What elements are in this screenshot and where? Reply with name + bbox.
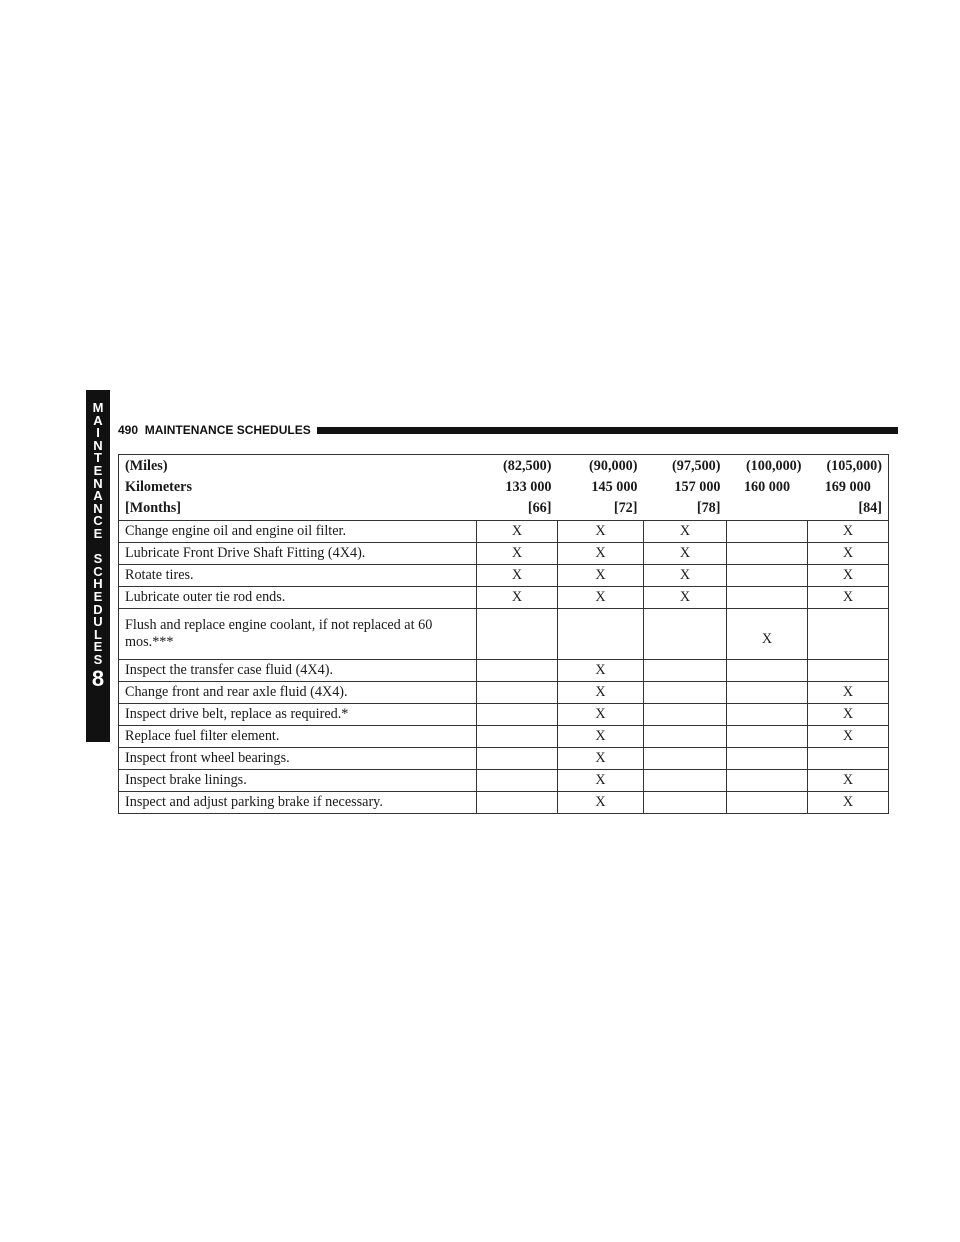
interval-header-cell bbox=[477, 455, 558, 521]
task-cell: Replace fuel filter element. bbox=[119, 726, 477, 748]
schedule-mark-cell bbox=[644, 770, 727, 792]
schedule-mark-cell bbox=[727, 587, 808, 609]
interval-header-cell bbox=[727, 455, 808, 521]
interval-km: 145 000 bbox=[591, 479, 638, 495]
task-cell: Flush and replace engine coolant, if not replaced at 60 mos.*** bbox=[119, 609, 477, 660]
schedule-mark-cell: X bbox=[558, 770, 644, 792]
interval-months: [84] bbox=[858, 500, 882, 516]
schedule-mark-cell: X bbox=[808, 521, 889, 543]
schedule-mark-cell bbox=[477, 704, 558, 726]
schedule-mark-cell: X bbox=[644, 565, 727, 587]
interval-miles: (90,000) bbox=[589, 458, 638, 474]
schedule-mark-cell bbox=[477, 748, 558, 770]
schedule-mark-cell bbox=[727, 770, 808, 792]
schedule-mark-cell bbox=[644, 726, 727, 748]
schedule-mark-cell bbox=[477, 609, 558, 660]
interval-header-cell bbox=[558, 455, 644, 521]
interval-km: 169 000 bbox=[824, 479, 871, 495]
schedule-mark-cell: X bbox=[808, 792, 889, 814]
schedule-mark-cell bbox=[644, 682, 727, 704]
schedule-mark-cell: X bbox=[558, 726, 644, 748]
schedule-mark-cell: X bbox=[477, 587, 558, 609]
schedule-mark-cell bbox=[477, 660, 558, 682]
schedule-mark-cell: X bbox=[808, 726, 889, 748]
interval-header-cell bbox=[808, 455, 889, 521]
interval-months: [66] bbox=[527, 500, 552, 516]
task-cell: Inspect the transfer case fluid (4X4). bbox=[119, 660, 477, 682]
page-number: 490 bbox=[118, 423, 139, 437]
schedule-mark-cell bbox=[727, 565, 808, 587]
task-cell: Inspect drive belt, replace as required.* bbox=[119, 704, 477, 726]
schedule-mark-cell bbox=[727, 704, 808, 726]
schedule-mark-cell bbox=[727, 660, 808, 682]
chapter-number: 8 bbox=[91, 666, 105, 692]
maintenance-schedule-table bbox=[118, 454, 889, 814]
table-row bbox=[119, 587, 889, 609]
table-row bbox=[119, 770, 889, 792]
page-header-label bbox=[118, 423, 317, 437]
schedule-mark-cell bbox=[644, 660, 727, 682]
interval-km: 157 000 bbox=[674, 479, 721, 495]
header-rule bbox=[317, 427, 898, 434]
header-labels-cell bbox=[119, 455, 477, 521]
table-row bbox=[119, 682, 889, 704]
schedule-mark-cell: X bbox=[558, 587, 644, 609]
schedule-mark-cell bbox=[727, 748, 808, 770]
interval-miles: (82,500) bbox=[503, 458, 552, 474]
schedule-mark-cell: X bbox=[558, 521, 644, 543]
schedule-mark-cell: X bbox=[477, 543, 558, 565]
table-row bbox=[119, 565, 889, 587]
schedule-mark-cell: X bbox=[558, 748, 644, 770]
chapter-side-tab bbox=[86, 390, 110, 742]
task-cell: Inspect and adjust parking brake if necessary. bbox=[119, 792, 477, 814]
schedule-mark-cell bbox=[808, 660, 889, 682]
table-row bbox=[119, 521, 889, 543]
schedule-mark-cell: X bbox=[558, 704, 644, 726]
header-label-miles: (Miles) bbox=[125, 458, 168, 474]
schedule-mark-cell: X bbox=[477, 565, 558, 587]
table-row bbox=[119, 609, 889, 660]
task-cell: Inspect front wheel bearings. bbox=[119, 748, 477, 770]
interval-miles: (97,500) bbox=[672, 458, 721, 474]
task-cell: Lubricate Front Drive Shaft Fitting (4X4). bbox=[119, 543, 477, 565]
table-row bbox=[119, 660, 889, 682]
task-cell: Change engine oil and engine oil filter. bbox=[119, 521, 477, 543]
schedule-mark-cell bbox=[808, 748, 889, 770]
schedule-mark-cell bbox=[477, 682, 558, 704]
schedule-mark-cell bbox=[644, 748, 727, 770]
table-row bbox=[119, 543, 889, 565]
schedule-mark-cell: X bbox=[558, 682, 644, 704]
schedule-mark-cell bbox=[727, 682, 808, 704]
schedule-mark-cell: X bbox=[477, 521, 558, 543]
interval-km: 160 000 bbox=[743, 479, 791, 495]
chapter-tab-letters: M A I N T E N A N C E S C H E D U L E S bbox=[92, 400, 104, 667]
schedule-mark-cell: X bbox=[644, 543, 727, 565]
schedule-mark-cell bbox=[477, 770, 558, 792]
table-header-row bbox=[119, 455, 889, 521]
schedule-mark-cell: X bbox=[808, 587, 889, 609]
schedule-mark-cell bbox=[644, 792, 727, 814]
interval-months: [72] bbox=[613, 500, 638, 516]
header-label-kilometers: Kilometers bbox=[125, 479, 192, 495]
schedule-mark-cell: X bbox=[727, 609, 808, 660]
interval-miles: (100,000) bbox=[745, 458, 802, 474]
schedule-mark-cell: X bbox=[558, 660, 644, 682]
schedule-mark-cell: X bbox=[808, 682, 889, 704]
schedule-mark-cell: X bbox=[808, 704, 889, 726]
schedule-mark-cell: X bbox=[644, 587, 727, 609]
schedule-mark-cell: X bbox=[808, 770, 889, 792]
page-header bbox=[118, 422, 898, 438]
table-row bbox=[119, 792, 889, 814]
schedule-mark-cell bbox=[727, 792, 808, 814]
schedule-mark-cell: X bbox=[558, 792, 644, 814]
interval-months bbox=[733, 498, 802, 519]
schedule-mark-cell: X bbox=[808, 565, 889, 587]
interval-km: 133 000 bbox=[505, 479, 552, 495]
schedule-mark-cell: X bbox=[558, 543, 644, 565]
schedule-mark-cell: X bbox=[808, 543, 889, 565]
header-label-months: [Months] bbox=[125, 500, 181, 516]
schedule-mark-cell bbox=[727, 726, 808, 748]
task-cell: Change front and rear axle fluid (4X4). bbox=[119, 682, 477, 704]
task-cell: Lubricate outer tie rod ends. bbox=[119, 587, 477, 609]
schedule-mark-cell bbox=[727, 543, 808, 565]
table-row bbox=[119, 726, 889, 748]
interval-miles: (105,000) bbox=[826, 458, 882, 474]
schedule-mark-cell bbox=[477, 726, 558, 748]
schedule-mark-cell: X bbox=[558, 565, 644, 587]
schedule-mark-cell: X bbox=[644, 521, 727, 543]
task-cell: Inspect brake linings. bbox=[119, 770, 477, 792]
schedule-mark-cell bbox=[644, 609, 727, 660]
schedule-mark-cell bbox=[644, 704, 727, 726]
table-row bbox=[119, 704, 889, 726]
interval-header-cell bbox=[644, 455, 727, 521]
schedule-mark-cell bbox=[477, 792, 558, 814]
section-title: MAINTENANCE SCHEDULES bbox=[144, 423, 311, 437]
interval-months: [78] bbox=[696, 500, 721, 516]
task-cell: Rotate tires. bbox=[119, 565, 477, 587]
schedule-mark-cell bbox=[558, 609, 644, 660]
schedule-mark-cell bbox=[808, 609, 889, 660]
table-row bbox=[119, 748, 889, 770]
schedule-mark-cell bbox=[727, 521, 808, 543]
